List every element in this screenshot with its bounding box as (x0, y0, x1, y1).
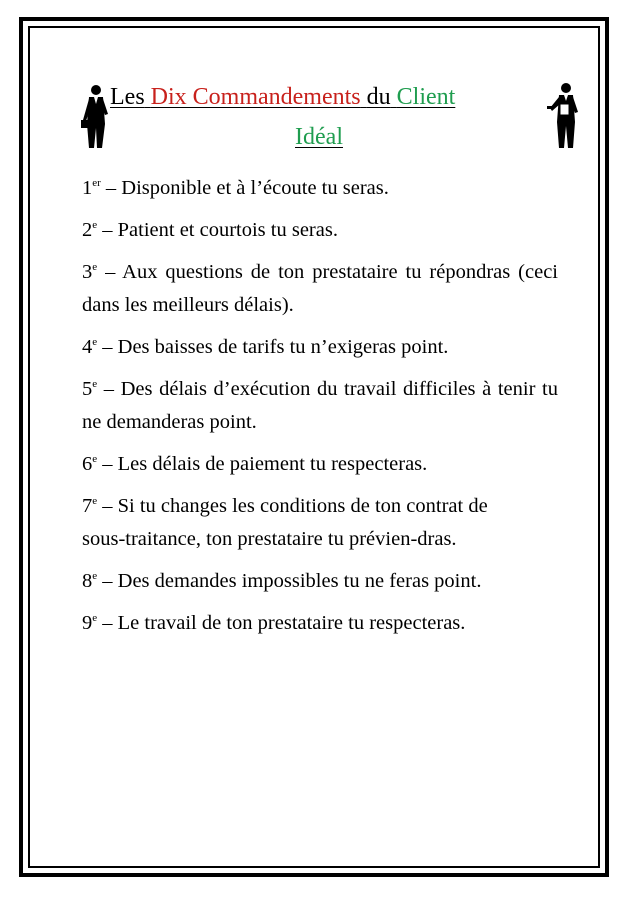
commandment-ordinal: e (92, 219, 98, 231)
title-du: du (366, 84, 391, 110)
title-les: Les (110, 84, 145, 110)
commandment-4 (82, 331, 558, 364)
title-line-2 (0, 122, 638, 152)
commandment-text: – Patient et courtois tu seras. (97, 219, 338, 241)
commandment-number: 6 (82, 453, 93, 475)
commandment-ordinal: er (92, 177, 101, 189)
commandment-8 (82, 565, 558, 598)
commandment-text: – Les délais de paiement tu respecteras. (97, 453, 428, 475)
commandment-number: 5 (82, 378, 93, 400)
commandment-number: 3 (82, 261, 93, 283)
commandment-ordinal: e (92, 453, 98, 465)
title-client: Client (396, 84, 456, 110)
commandment-ordinal: e (92, 612, 98, 624)
commandment-text: – Aux questions de ton prestataire tu répondras (ceci dans les meilleurs délais). (82, 261, 558, 316)
commandment-text: – Disponible et à l’écoute tu seras. (100, 177, 389, 199)
commandment-7 (82, 490, 558, 556)
commandment-text: – Le travail de ton prestataire tu respecteras. (97, 612, 466, 634)
commandment-ordinal: e (92, 378, 98, 390)
commandment-text: – Des baisses de tarifs tu n’exigeras point. (97, 336, 449, 358)
title-dix-commandements: Dix Commandements (150, 84, 361, 110)
commandment-ordinal: e (92, 336, 98, 348)
title-line-1 (110, 82, 455, 112)
commandment-number: 2 (82, 219, 93, 241)
commandment-text: – Si tu changes les conditions de ton contrat de sous-traitance, ton prestataire tu prévien-dras. (82, 495, 488, 550)
commandment-3 (82, 256, 558, 322)
commandment-9 (82, 607, 558, 640)
commandment-text: – Des délais d’exécution du travail difficiles à tenir tu ne demanderas point. (82, 378, 558, 433)
commandment-2 (82, 214, 558, 247)
commandment-6 (82, 448, 558, 481)
commandment-text: – Des demandes impossibles tu ne feras point. (97, 570, 482, 592)
title-ideal: Idéal (295, 124, 343, 150)
commandment-5 (82, 373, 558, 439)
commandment-ordinal: e (92, 261, 98, 273)
commandment-ordinal: e (92, 495, 98, 507)
commandment-number: 1 (82, 177, 93, 199)
commandment-number: 8 (82, 570, 93, 592)
commandments-list (82, 172, 558, 649)
commandment-number: 9 (82, 612, 93, 634)
commandment-ordinal: e (92, 570, 98, 582)
commandment-1 (82, 172, 558, 205)
commandment-number: 4 (82, 336, 93, 358)
commandment-number: 7 (82, 495, 93, 517)
